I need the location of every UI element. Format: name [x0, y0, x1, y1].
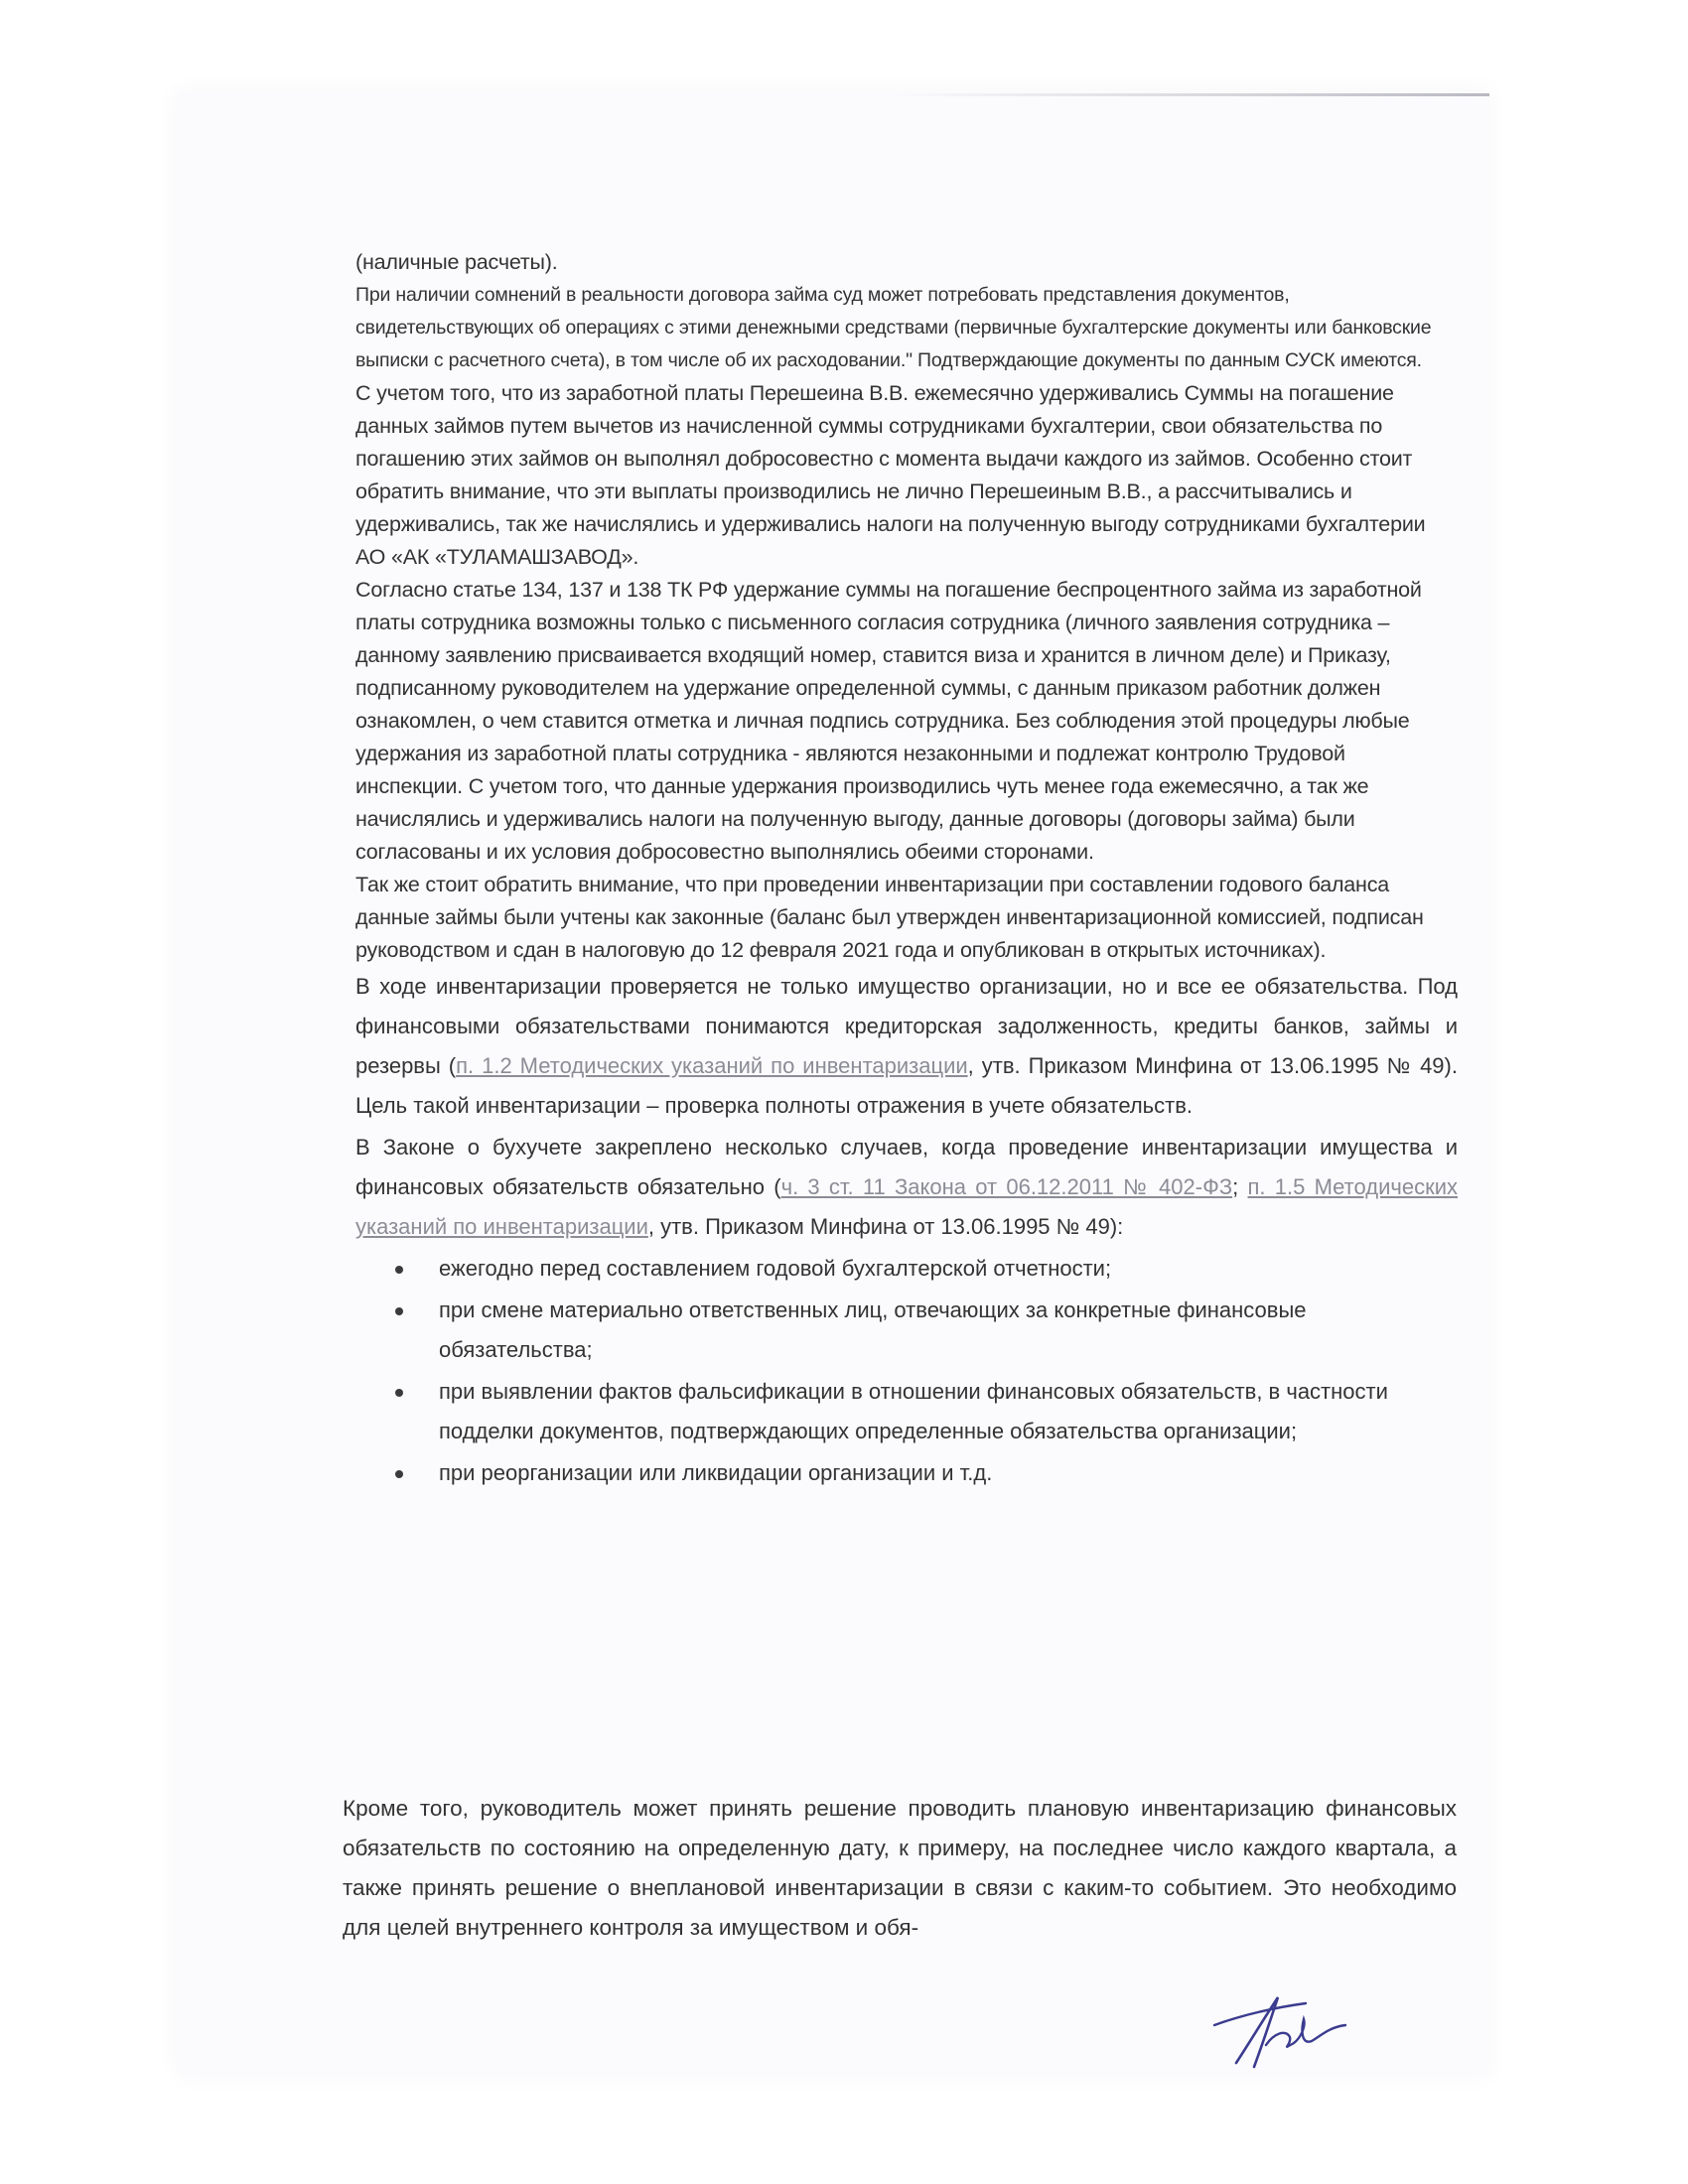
bullet-dot-icon	[395, 1266, 403, 1274]
signature-icon	[1206, 1985, 1355, 2075]
paragraph-law	[355, 1128, 1458, 1247]
paragraph: Так же стоит обратить внимание, что при проведении инвентаризации при составлении годового баланса данные займы были учтены как законные (баланс был утвержден инвентаризационной комиссией, подписан руководством и сдан в налоговую до 12 февраля 2021 года и опубликован в открытых источниках).	[355, 873, 1424, 962]
paragraph: (наличные расчеты).	[355, 250, 558, 274]
list-item-text: при выявлении фактов фальсификации в отношении финансовых обязательств, в частности подделки документов, подтверждающих определенные обязательства организации;	[439, 1379, 1388, 1443]
list-item-text: ежегодно перед составлением годовой бухгалтерской отчетности;	[439, 1256, 1112, 1281]
paragraph: Согласно статье 134, 137 и 138 ТК РФ удержание суммы на погашение беспроцентного займа из заработной платы сотрудника возможны только с письменного согласия сотрудника (личного заявления сотрудника – данному заявлению присваивается входящий номер, ставится виза и хранится в личном деле) и Приказу, подписанному руководителем на удержание определенной суммы, с данным приказом работник должен ознакомлен, о чем ставится отметка и личная подпись сотрудника. Без соблюдения этой процедуры любые удержания из заработной платы сотрудника - являются незаконными и подлежат контролю Трудовой инспекции. С учетом того, что данные удержания производились чуть менее года ежемесячно, а так же начислялись и удерживались налоги на полученную выгоду, данные договоры (договоры займа) были согласованы и их условия добросовестно выполнялись обеими сторонами.	[355, 578, 1422, 864]
final-paragraph: Кроме того, руководитель может принять решение проводить плановую инвентаризацию финансовых обязательств по состоянию на определенную дату, к примеру, на последнее число каждого квартала, а также принять решение о внеплановой инвентаризации в связи с каким-то событием. Это необходимо для целей внутреннего контроля за имуществом и обя-	[343, 1796, 1457, 1940]
text-run: ;	[1232, 1174, 1248, 1199]
text-run: , утв. Приказом Минфина от 13.06.1995 № 49). Цель такой инвентаризации – проверка полноты отражения в учете обязательств.	[355, 1053, 1458, 1118]
list-item	[395, 1453, 1458, 1493]
document-body	[355, 246, 1458, 1495]
list-item	[395, 1291, 1458, 1370]
upper-text-block	[355, 246, 1458, 967]
paragraph: С учетом того, что из заработной платы Перешеина В.В. ежемесячно удерживались Суммы на погашение данных займов путем вычетов из начисленной суммы сотрудниками бухгалтерии, свои обязательства по погашению этих займов он выполнял добросовестно с момента выдачи каждого из займов. Особенно стоит обратить внимание, что эти выплаты производились не лично Перешеиным В.В., а рассчитывались и удерживались, так же начислялись и удерживались налоги на полученную выгоду сотрудниками бухгалтерии АО «АК «ТУЛАМАШЗАВОД».	[355, 381, 1426, 569]
inventory-text-block	[355, 967, 1458, 1247]
methodical-guidelines-link[interactable]: п. 1.2 Методических указаний по инвентаризации	[456, 1053, 968, 1078]
bullet-dot-icon	[395, 1389, 403, 1397]
text-run: В ходе инвентаризации проверяется не только имущество организации, но и все ее обязательства. Под финансовыми обязательствами понимаются кредиторская задолженность, кредиты банков, займы и резервы (	[355, 974, 1458, 1078]
list-item-text: при реорганизации или ликвидации организации и т.д.	[439, 1460, 993, 1485]
bullet-list	[395, 1249, 1458, 1493]
bullet-dot-icon	[395, 1470, 403, 1478]
law-402-fz-link[interactable]: ч. 3 ст. 11 Закона от 06.12.2011 № 402-ФЗ	[780, 1174, 1233, 1199]
list-item	[395, 1372, 1458, 1451]
methodical-guidelines-1-5-link[interactable]: п. 1.5 Методических указаний по инвентаризации	[355, 1174, 1458, 1239]
list-item	[395, 1249, 1458, 1289]
paragraph-inventory	[355, 967, 1458, 1126]
bullet-dot-icon	[395, 1307, 403, 1315]
paragraph: При наличии сомнений в реальности договора займа суд может потребовать представления документов, свидетельствующих об операциях с этими денежными средствами (первичные бухгалтерские документы или банковские выписки с расчетного счета), в том числе об их расходовании." Подтверждающие документы по данным СУСК имеются.	[355, 284, 1432, 371]
list-item-text: при смене материально ответственных лиц, отвечающих за конкретные финансовые обязательства;	[439, 1297, 1307, 1362]
page-top-edge	[894, 93, 1489, 96]
text-run: В Законе о бухучете закреплено несколько случаев, когда проведение инвентаризации имущества и финансовых обязательств обязательно (	[355, 1135, 1458, 1199]
text-run: , утв. Приказом Минфина от 13.06.1995 № 49):	[647, 1214, 1124, 1239]
